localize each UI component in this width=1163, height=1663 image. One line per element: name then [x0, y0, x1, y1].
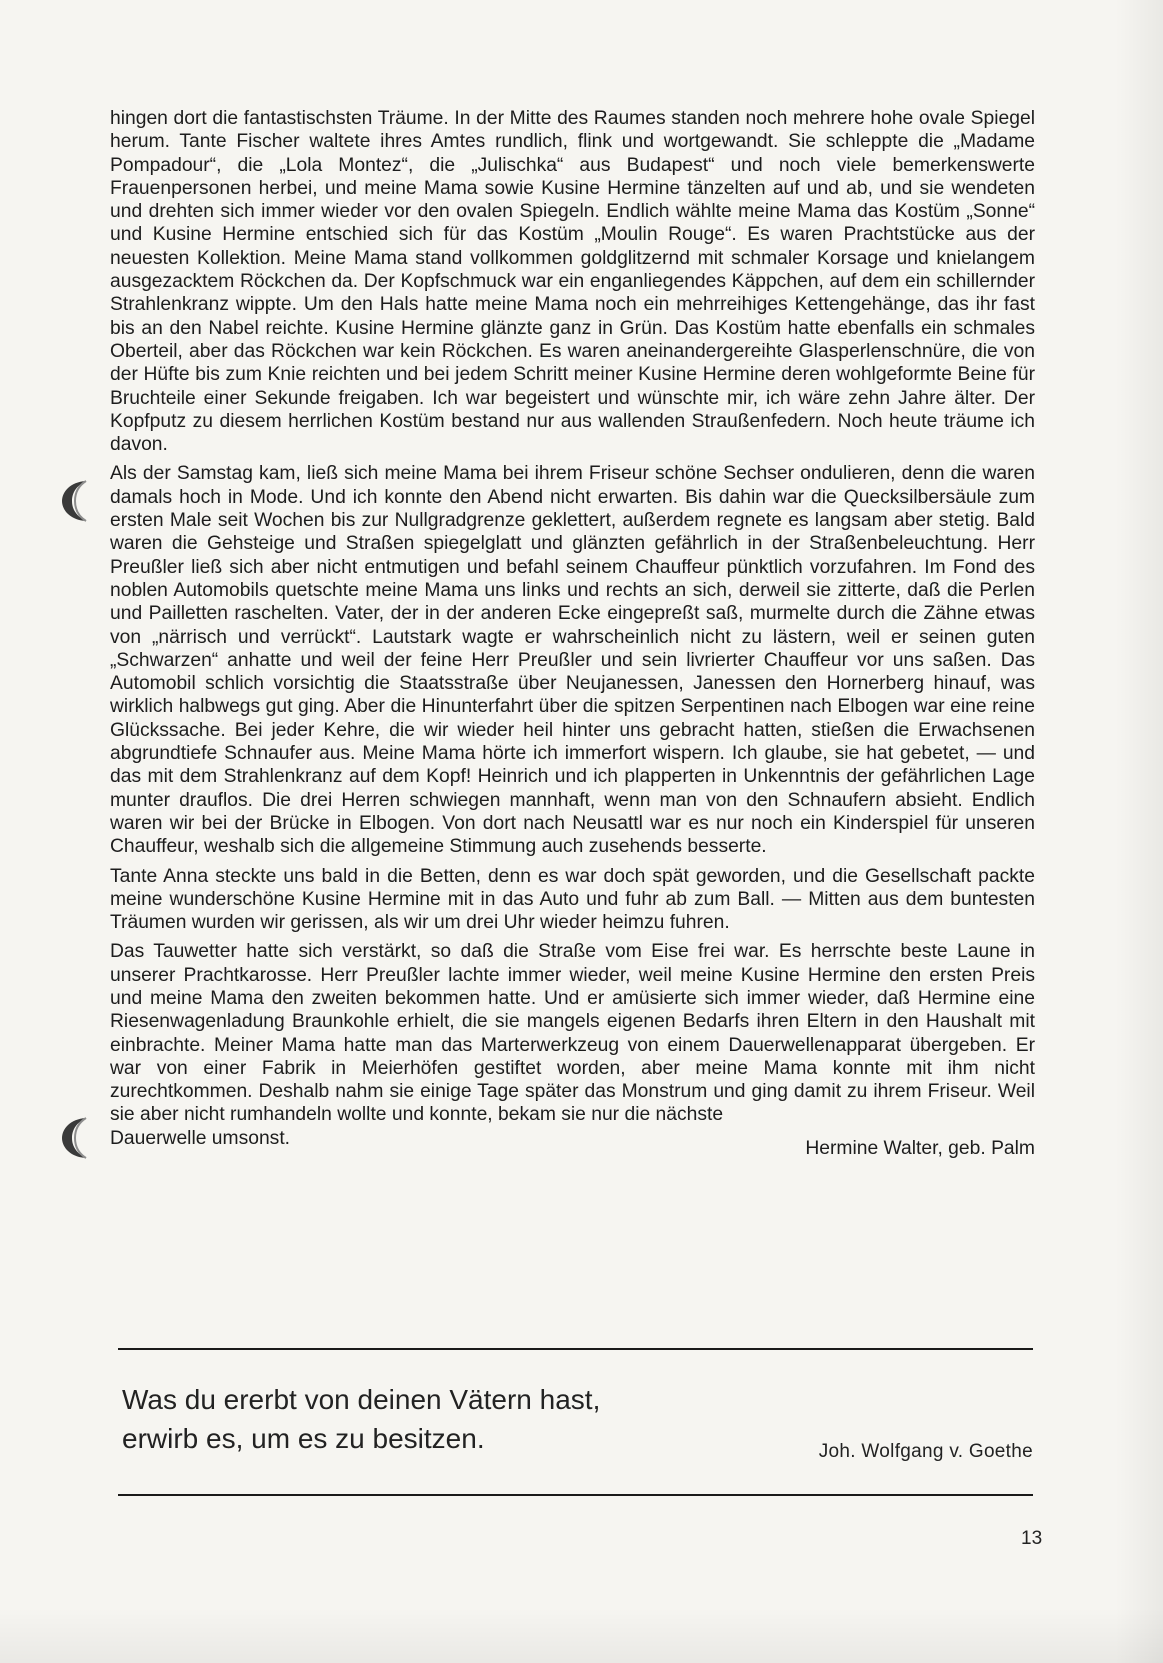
author-signature: Hermine Walter, geb. Palm: [805, 1137, 1035, 1159]
story-paragraph: hingen dort die fantastischsten Träume. In der Mitte des Raumes standen noch mehrere hohe ovale Spiegel herum. Tante Fischer waltete ihres Amtes rundlich, flink und wortgewandt. Sie schleppte die „Madame Pompadour“, die „Lola Montez“, die „Julischka“ aus Budapest“ und noch viele bemerkenswerte Frauenpersonen herbei, und meine Mama sowie Kusine Hermine tänzelten auf und ab, und sie wendeten und drehten sich immer wieder vor den ovalen Spiegeln. Endlich wählte meine Mama das Kostüm „Sonne“ und Kusine Hermine entschied sich für das Kostüm „Moulin Rouge“. Es waren Prachtstücke aus der neuesten Kollektion. Meine Mama stand vollkommen goldglitzernd mit schmaler Korsage und knielangem ausgezacktem Röckchen da. Der Kopfschmuck war ein enganliegendes Käppchen, auf dem ein schillernder Strahlenkranz wippte. Um den Hals hatte meine Mama noch ein mehrreihiges Kettengehänge, das ihr fast bis an den Nabel reichte. Kusine Hermine glänzte ganz in Grün. Das Kostüm hatte ebenfalls ein schmales Oberteil, aber das Röckchen war kein Röckchen. Es waren aneinandergereihte Glasperlenschnüre, die von der Hüfte bis zum Knie reichten und bei jedem Schritt meiner Kusine Hermine deren wohlgeformte Beine für Bruchteile einer Sekunde freigaben. Ich war begeistert und wünschte mir, ich wäre zehn Jahre älter. Der Kopfputz zu diesem herrlichen Kostüm bestand nur aus wallenden Straußenfedern. Noch heute träume ich davon.: [110, 108, 1035, 456]
quote-line: Was du ererbt von deinen Vätern hast,: [122, 1384, 601, 1415]
story-last-line: Dauerwelle umsonst.: [110, 1127, 291, 1149]
story-paragraph: [110, 940, 1035, 1126]
page-number: 13: [1021, 1528, 1043, 1549]
story-paragraph: Als der Samstag kam, ließ sich meine Mama bei ihrem Friseur schöne Sechser ondulieren, denn die waren damals hoch in Mode. Und ich konnte den Abend nicht erwarten. Bis dahin war die Quecksilbersäule zum ersten Male seit Wochen bis zur Nullgradgrenze geklettert, außerdem regnete es langsam aber stetig. Bald waren die Gehsteige und Straßen spiegelglatt und glänzten gefährlich in der Straßenbeleuchtung. Herr Preußler ließ sich aber nicht entmutigen und befahl seinem Chauffeur pünktlich vorzufahren. Im Fond des noblen Automobils quetschte meine Mama uns links und rechts an sich, derweil sie zitterte, daß die Perlen und Pailletten raschelten. Vater, der in der anderen Ecke eingepreßt saß, murmelte durch die Zähne etwas von „närrisch und verrückt“. Lautstark wagte er wahrscheinlich nicht zu lästern, weil er seinen guten „Schwarzen“ anhatte und weil der feine Herr Preußler und sein livrierter Chauffeur vor uns saßen. Das Automobil schlich vorsichtig die Staatsstraße über Neujanessen, Janessen den Hornerberg hinauf, was wirklich halbwegs gut ging. Aber die Hinunterfahrt über die spitzen Serpentinen nach Elbogen war eine reine Glückssache. Bei jeder Kehre, die wir wieder heil hinter uns gebracht hatten, stießen die Erwachsenen abgrundtiefe Schnaufer aus. Meine Mama hörte ich immerfort wispern. Ich glaube, sie hat gebetet, — und das mit dem Strahlenkranz auf dem Kopf! Heinrich und ich plapperten in Unkenntnis der gefährlichen Lage munter drauflos. Die drei Herren schwiegen mannhaft, wenn man von den Schnaufern absieht. Endlich waren wir bei der Brücke in Elbogen. Von dort nach Neusattl war es nur noch ein Kinderspiel für unseren Chauffeur, weshalb sich die allgemeine Stimmung auch zusehends besserte.: [110, 463, 1035, 858]
divider-bottom: [118, 1494, 1033, 1496]
story-paragraph-text: Das Tauwetter hatte sich verstärkt, so daß die Straße vom Eise frei war. Es herrschte beste Laune in unserer Prachtkarosse. Herr Preußler lachte immer wieder, weil meine Kusine Hermine den ersten Preis und meine Mama den zweiten bekommen hatte. Und er amüsierte sich immer wieder, daß Hermine eine Riesenwagenladung Braunkohle erhielt, die sie mangels eigenen Bedarfs ihren Eltern in den Haushalt mit einbrachte. Meiner Mama hatte man das Marterwerkzeug von einem Dauerwellenapparat übergeben. Er war von einer Fabrik in Meierhöfen gestiftet worden, aber meine Mama konnte mit ihm nicht zurechtkommen. Deshalb nahm sie einige Tage später das Monstrum und ging damit zu ihrem Friseur. Weil sie aber nicht rumhandeln wollte und konnte, bekam sie nur die nächste: [110, 941, 1035, 1126]
story-paragraph: Tante Anna steckte uns bald in die Betten, denn es war doch spät geworden, und die Gesellschaft packte meine wunderschöne Kusine Hermine mit in das Auto und fuhr ab zum Ball. — Mitten aus dem buntesten Träumen wurden wir gerissen, als wir um drei Uhr wieder heimzu fuhren.: [110, 865, 1035, 934]
page-edge-shadow: [1115, 0, 1163, 1663]
story-text: [110, 107, 1035, 1159]
punch-hole-icon: [58, 1115, 94, 1161]
page-edge-shadow-bottom: [0, 1608, 1163, 1663]
punch-hole-icon: [58, 478, 94, 524]
story-final-line: [110, 1127, 1035, 1159]
quote-block: [122, 1380, 600, 1458]
quote-author: Joh. Wolfgang v. Goethe: [818, 1441, 1033, 1462]
quote-line: erwirb es, um es zu besitzen.: [122, 1423, 485, 1454]
divider-top: [118, 1348, 1033, 1350]
